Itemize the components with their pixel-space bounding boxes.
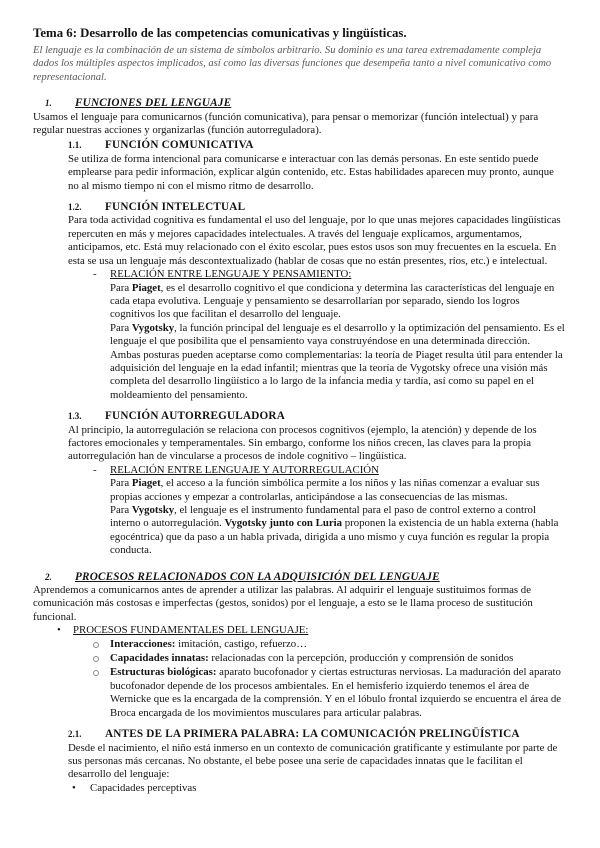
section-2-paragraph: Aprendemos a comunicarnos antes de aprender a utilizar las palabras. Al adquirir el lenguaje sustituimos formas de comunicación más costosas e imperfectas (gestos, sonidos) por el lenguaje, a esto se le llama proceso de sustitución funcional. bbox=[33, 584, 533, 623]
list-item-label: Estructuras biológicas: bbox=[110, 666, 217, 679]
section-2-1-heading bbox=[68, 728, 567, 741]
section-1-3-number: 1.3. bbox=[68, 411, 82, 422]
section-1-heading bbox=[45, 97, 567, 110]
text-run: , la función principal del lenguaje es el desarrollo y la optimización del pensamiento. Es el lenguaje el que posibilita que el pensamiento vaya construyéndose en una determinada dirección. bbox=[110, 321, 565, 348]
section-1-3-title: FUNCIÓN AUTORREGULADORA bbox=[105, 410, 285, 423]
text-run: imitación, castigo, refuerzo… bbox=[175, 637, 307, 650]
vygotsky-thought-paragraph bbox=[110, 322, 567, 349]
text-run: relacionadas con la percepción, producción y comprensión de sonidos bbox=[208, 652, 514, 665]
perceptive-capacities-text: Capacidades perceptivas bbox=[90, 781, 197, 794]
relation-language-selfregulation-row bbox=[93, 464, 567, 477]
section-1-3-heading bbox=[68, 410, 567, 423]
author-name-piaget: Piaget bbox=[131, 477, 161, 490]
document-title: Tema 6: Desarrollo de las competencias comunicativas y lingüísticas. bbox=[33, 26, 407, 40]
fundamental-processes-heading: PROCESOS FUNDAMENTALES DEL LENGUAJE: bbox=[73, 624, 309, 637]
text-run: , el acceso a la función simbólica permite a los niños y las niñas comenzar a evaluar sus propias acciones y empezar a controlarlas, anticipándose a las consecuencias de las mismas. bbox=[110, 477, 540, 503]
list-item-text bbox=[110, 666, 567, 720]
piaget-selfregulation-paragraph bbox=[110, 477, 567, 504]
section-1-title: FUNCIONES DEL LENGUAJE bbox=[75, 97, 232, 110]
section-2-1-title: ANTES DE LA PRIMERA PALABRA: LA COMUNICACIÓN PRELINGÜÍSTICA bbox=[105, 728, 520, 741]
section-1-1-number: 1.1. bbox=[68, 140, 82, 151]
list-item-text bbox=[110, 652, 513, 665]
section-1-2-number: 1.2. bbox=[68, 202, 82, 213]
section-1-3-paragraph: Al principio, la autorregulación se relaciona con procesos cognitivos (ejemplo, la atención) y depende de los factores emocionales y temperamentales. Sin embargo, conforme los niños crecen, las claves para la propia autorregulación han de vincularse a procesos de índole cognitivo – lingüística. bbox=[68, 423, 537, 463]
piaget-thought-paragraph bbox=[110, 282, 567, 322]
author-name-vygotsky: Vygotsky bbox=[131, 321, 175, 334]
list-item-biological-structures bbox=[93, 666, 567, 720]
dash-marker bbox=[93, 464, 110, 477]
text-run: aparato bucofonador y ciertas estructuras nerviosas. La maduración del aparato bucofonador depende de los procesos ambientales. En el hemisferio izquierdo tenemos el área de Wernicke que es la encargada de la comprensión. Y en el lóbulo frontal izquierdo se encuentra el área de Broca encargada de los movimientos musculares para articular palabras. bbox=[110, 666, 562, 719]
section-1-2-paragraph: Para toda actividad cognitiva es fundamental el uso del lenguaje, por lo que unas mejores capacidades lingüísticas repercuten en más y mejores capacidades intelectuales. A través del lenguaje explicamos, argumentamos, anticipamos, etc. Está muy relacionado con el éxito escolar, pues estos usos son muy frecuentes en la escuela. En esta se usa un lenguaje más descontextualizado (hablar de cosas que no están presentes, ríos, etc.) e intelectual. bbox=[68, 214, 561, 267]
relation-language-thought-row bbox=[93, 268, 567, 281]
bullet-marker bbox=[72, 782, 90, 795]
section-1-paragraph: Usamos el lenguaje para comunicarnos (función comunicativa), para pensar o memorizar (función intelectual) y para regular nuestras acciones y organizarlas (función autorreguladora). bbox=[33, 110, 539, 137]
author-name-vygotsky: Vygotsky bbox=[131, 504, 175, 516]
section-1-1-paragraph: Se utiliza de forma intencional para comunicarse e interactuar con las demás personas. En este sentido puede emplearse para pedir información, explicar algún contenido, etc. Estas habilidades aparecen muy pronto, aunque no al mismo tiempo ni con el mismo ritmo de desarrollo. bbox=[68, 152, 554, 192]
both-theories-paragraph: Ambas posturas pueden aceptarse como complementarias: la teoría de Piaget resulta útil para entender la adquisición del lenguaje en la edad infantil; mientras que la teoría de Vygotsky ofrece una visión más completa del desarrollo lingüístico a lo largo de la infancia media y tardía, así como su papel en el moldeamiento del pensamiento. bbox=[110, 348, 563, 401]
vygotsky-selfregulation-paragraph bbox=[110, 504, 567, 558]
text-run: Para bbox=[110, 504, 132, 516]
list-item-interactions bbox=[93, 638, 567, 652]
section-1-1-heading bbox=[68, 139, 567, 152]
circle-marker bbox=[93, 652, 110, 666]
author-name-vygotsky-luria: Vygotsky junto con Luria bbox=[224, 517, 343, 530]
section-2-1-paragraph: Desde el nacimiento, el niño está inmerso en un contexto de comunicación gratificante y estimulante por parte de sus personas más cercanas. No obstante, el bebe posee una serie de capacidades innatas que le facilitan el desarrollo del lenguaje: bbox=[68, 741, 558, 781]
relation-language-thought-heading: RELACIÓN ENTRE LENGUAJE Y PENSAMIENTO: bbox=[110, 268, 352, 281]
dash-marker bbox=[93, 268, 110, 281]
fundamental-processes-row bbox=[57, 624, 567, 637]
section-1-1-title: FUNCIÓN COMUNICATIVA bbox=[105, 139, 254, 152]
intro-paragraph: El lenguaje es la combinación de un sistema de símbolos arbitrario. Su dominio es una tarea extremadamente compleja dados los múltiples aspectos implicados, así como las diversas funciones que desempeña tanto a nivel comunicativo como representacional. bbox=[33, 45, 552, 83]
relation-language-selfregulation-heading: RELACIÓN ENTRE LENGUAJE Y AUTORREGULACIÓN bbox=[110, 463, 379, 476]
section-2-number: 2. bbox=[45, 571, 52, 582]
circle-marker bbox=[93, 666, 110, 680]
section-2-heading bbox=[45, 571, 567, 584]
text-run: proponen la existencia de un habla externa (habla egocéntrica) que da paso a un habla privada, dirigida a uno mismo y cuya función es regular la propia conducta. bbox=[110, 517, 559, 557]
circle-marker bbox=[93, 638, 110, 652]
list-item-label: Capacidades innatas: bbox=[110, 652, 209, 665]
list-item-text bbox=[110, 638, 307, 651]
section-1-2-heading bbox=[68, 201, 567, 214]
perceptive-capacities-row bbox=[72, 782, 567, 795]
text-run: , es el desarrollo cognitivo el que condiciona y determina las características del lenguaje en cada etapa evolutiva. Lenguaje y pensamiento se desarrollarían por separado, siendo los logros cognitivos los que facilitan el desarrollo del lenguaje. bbox=[110, 281, 555, 321]
text-run: Para bbox=[110, 281, 132, 294]
text-run: Para bbox=[110, 321, 132, 334]
list-item-label: Interacciones: bbox=[110, 637, 176, 650]
section-2-title: PROCESOS RELACIONADOS CON LA ADQUISICIÓN DEL LENGUAJE bbox=[75, 570, 440, 583]
list-item-innate-capacities bbox=[93, 652, 567, 666]
text-run: , el lenguaje es el instrumento fundamental para el paso de control externo a control interno o autorregulación. bbox=[110, 504, 536, 530]
section-1-number: 1. bbox=[45, 98, 52, 109]
bullet-marker bbox=[57, 624, 73, 637]
author-name-piaget: Piaget bbox=[131, 281, 161, 294]
section-1-2-title: FUNCIÓN INTELECTUAL bbox=[105, 201, 246, 214]
section-2-1-number: 2.1. bbox=[68, 729, 82, 740]
text-run: Para bbox=[110, 477, 132, 490]
